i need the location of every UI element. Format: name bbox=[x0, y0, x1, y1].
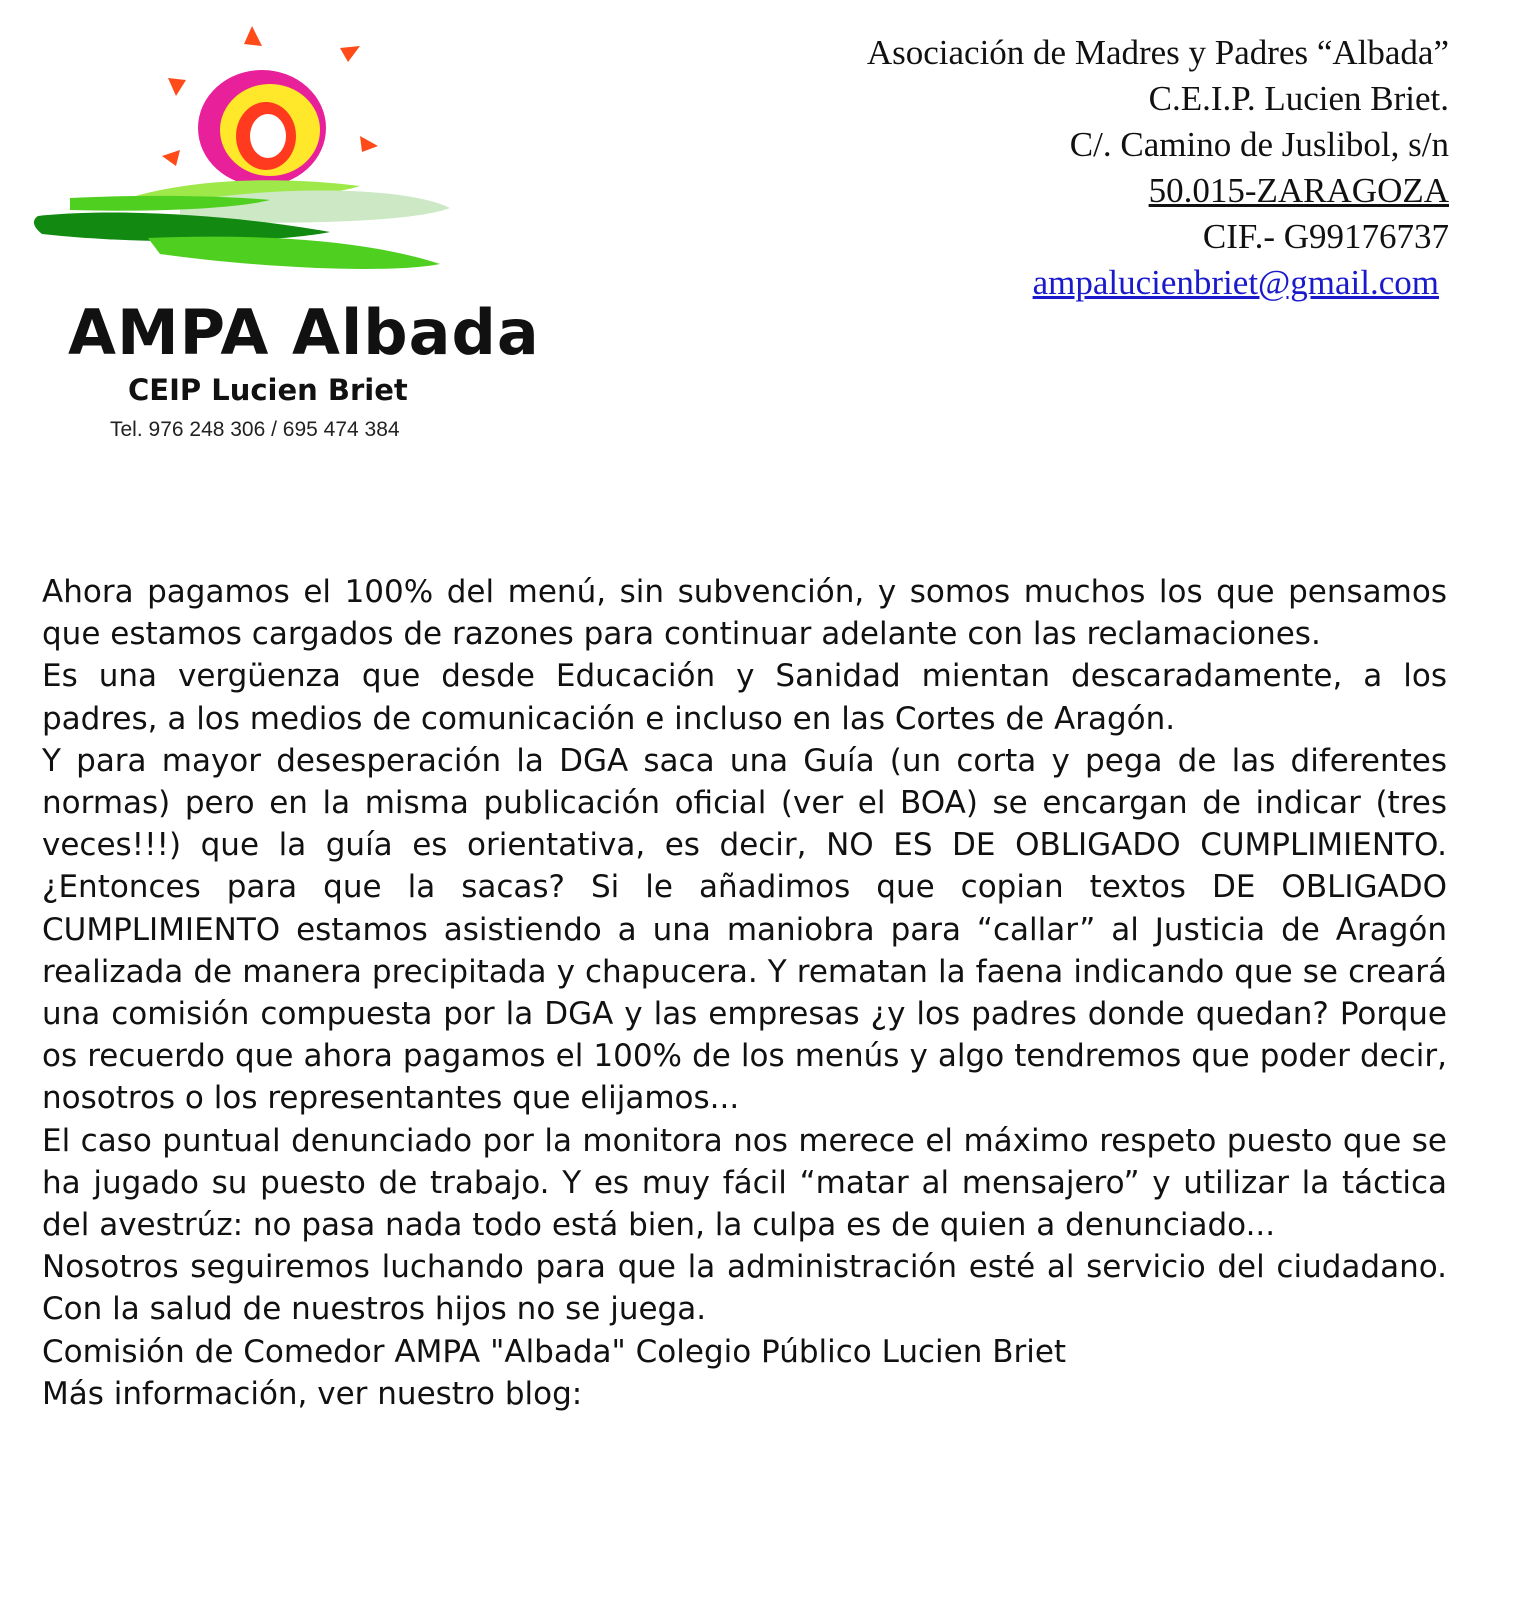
paragraph: Ahora pagamos el 100% del menú, sin subvención, y somos muchos los que pensamos que estamos cargados de razones para continuar adelante con las reclamaciones. bbox=[42, 574, 1447, 653]
letterhead-address bbox=[749, 30, 1449, 306]
logo-title: AMPA Albada bbox=[68, 296, 540, 369]
more-info-line: Más información, ver nuestro blog: bbox=[42, 1375, 583, 1412]
paragraph: Y para mayor desesperación la DGA saca una Guía (un corta y pega de las diferentes normas) pero en la misma publicación oficial (ver el BOA) se encargan de indicar (tres veces!!!) que la guía es orientativa, es decir, NO ES DE OBLIGADO CUMPLIMIENTO. ¿Entonces para que la sacas? Si le añadimos que copian textos DE OBLIGADO CUMPLIMIENTO estamos asistiendo a una maniobra para “callar” al Justicia de Aragón realizada de manera precipitada y chapucera. Y rematan la faena indicando que se creará una comisión compuesta por la DGA y las empresas ¿y los padres donde quedan? Porque os recuerdo que ahora pagamos el 100% de los menús y algo tendremos que poder decir, nosotros o los representantes que elijamos... bbox=[42, 742, 1447, 1117]
paragraph: El caso puntual denunciado por la monitora nos merece el máximo respeto puesto que se ha jugado su puesto de trabajo. Y es muy fácil “matar al mensajero” y utilizar la táctica del avestrúz: no pasa nada todo está bien, la culpa es de quien a denunciado... bbox=[42, 1122, 1447, 1244]
paragraph: Nosotros seguiremos luchando para que la administración esté al servicio del ciudadano. Con la salud de nuestros hijos no se juega. bbox=[42, 1249, 1447, 1328]
logo-phone: Tel. 976 248 306 / 695 474 384 bbox=[110, 418, 400, 441]
cif-number: CIF.- G99176737 bbox=[1202, 217, 1449, 256]
sun-ray bbox=[360, 136, 378, 152]
landscape-stroke bbox=[148, 237, 440, 269]
landscape bbox=[34, 180, 450, 269]
letter-body bbox=[42, 571, 1447, 1415]
logo-subtitle: CEIP Lucien Briet bbox=[128, 373, 408, 407]
sun-ray bbox=[340, 46, 360, 62]
sun-ray bbox=[162, 150, 180, 166]
postal-city: 50.015-ZARAGOZA bbox=[1148, 171, 1449, 210]
signature-line: Comisión de Comedor AMPA "Albada" Colegio Público Lucien Briet bbox=[42, 1333, 1067, 1370]
ampa-logo bbox=[30, 18, 540, 441]
school-name: C.E.I.P. Lucien Briet. bbox=[1148, 79, 1449, 118]
sun-ray bbox=[168, 78, 186, 96]
paragraph: Es una vergüenza que desde Educación y Sanidad mientan descaradamente, a los padres, a los medios de comunicación e incluso en las Cortes de Aragón. bbox=[42, 658, 1447, 737]
email-link[interactable]: ampalucienbriet@gmail.com bbox=[1032, 263, 1439, 302]
street-address: C/. Camino de Juslibol, s/n bbox=[1069, 125, 1449, 164]
sun bbox=[198, 70, 326, 186]
sun-ray bbox=[244, 26, 262, 46]
sun-landscape-logo-graphic bbox=[30, 18, 480, 318]
association-name: Asociación de Madres y Padres “Albada” bbox=[866, 33, 1449, 72]
